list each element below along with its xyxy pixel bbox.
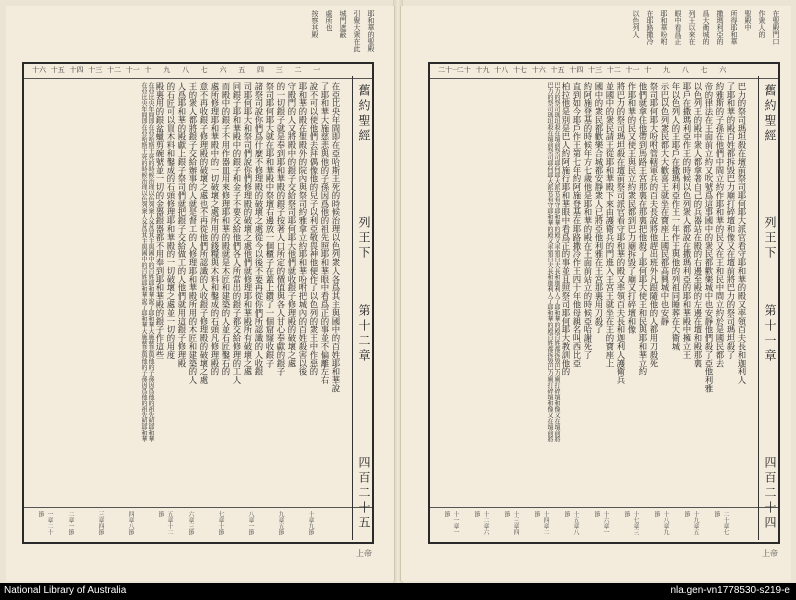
verse-number: 十七 (513, 66, 527, 74)
right-book-title: 舊約聖經 (763, 84, 777, 144)
verse-number: 十六 (32, 66, 46, 74)
cross-reference: 一章二十節 (37, 511, 53, 535)
left-side-header (352, 76, 375, 540)
left-chapter-label: 第十二章 (357, 304, 371, 364)
margin-note: 以色列人 (632, 10, 640, 38)
text-column: 巴力的祭司瑪坦殺在壇前祭司耶何耶大派官看守耶和華的殿又率領百夫長和迦利人 (737, 82, 747, 385)
verse-number: 十四 (569, 66, 584, 74)
verse-number: 一 (313, 66, 321, 74)
margin-note: 在聖殿門口 (772, 10, 780, 45)
cross-reference: 十章九節 (307, 511, 314, 535)
margin-note: 列王以來在 (688, 10, 696, 45)
text-column: 在亞比央年間即在亞哈斯王死的時候治理以色列衆人各爲其主與國中的百姓耶和華說 (331, 82, 341, 393)
text-column: 意不再收銀子修理殿的破壞之處也不再從他們所認識的人收銀子修理殿的破壞之處 (199, 82, 209, 385)
right-text-body (436, 82, 746, 537)
text-column: 諸祭司說你們爲什麼不修理殿的破壞之處從今以後不要再從你們所認識的人收銀 (254, 82, 264, 376)
verse-number: 七 (700, 66, 708, 74)
cross-reference: 十六章一節 (593, 511, 609, 535)
text-column: 而殿中的銀子不用作器皿用來修理耶和華的殿就是木匠和建築的人並石匠鑿石的 (221, 82, 231, 376)
left-book-name: 列王下 (357, 216, 371, 261)
cross-reference: 四章八節 (127, 511, 134, 535)
verse-number: 十二 (107, 66, 121, 74)
left-book-title: 舊約聖經 (357, 84, 371, 144)
verse-number: 十一 (125, 66, 140, 74)
margin-note: 引聚大衆在此 (353, 10, 361, 52)
annotation-column: 巴力的祭司瑪坦殺在壇前祭司耶何耶大派官看守耶和華的殿又率領百夫長和迦利人了耶和華的殿百姓都拆毀巴力廟打碎壇和像又在壇前將 (553, 82, 560, 442)
verse-number: 二 (294, 66, 302, 74)
cross-reference: 二章一節 (67, 511, 74, 535)
text-column: 了耶和華大施慈悲與他的子孫因爲他的祖先照耶和華眼中看爲正的事並不偏離左右 (320, 82, 330, 385)
text-column: 殿裏用的銀盆蠟剪碗號並一切的金器銀器都不用奉到耶和華殿的銀子作這些 (155, 82, 165, 359)
margin-note: 聖殿中 (744, 10, 752, 31)
annotation-column: 在亞比央年間即在亞哈斯王死的時候治理以色列衆人各爲其主與國中的百姓耶和華說了耶和華大施慈悲與他的子孫因爲他的祖先照耶和華 (140, 82, 147, 442)
verse-number: 十九 (475, 66, 490, 74)
right-verse-number-row (430, 64, 778, 79)
margin-note: 按察其殿 (311, 10, 319, 38)
cross-reference: 七章十節 (217, 511, 224, 535)
text-column: 將巴力的祭司瑪坦殺在壇前祭司派官看守耶和華的殿又率領百夫長和迦利人護衛兵 (616, 82, 626, 385)
text-column: 國中的衆民都歡樂合城都安靜衆人已將亞他利雅在王宮那裏用刀殺了 (594, 82, 604, 334)
verse-number: 十五 (50, 66, 65, 74)
text-column: 祭司耶何耶大就在耶和華殿中祭壇右邊放一個櫃子在蓋上鑽了一個窟窿收銀子 (265, 82, 275, 368)
left-text-body (30, 82, 340, 537)
right-page-number: 四百二十四 (763, 456, 777, 531)
text-column: 耶戶在撒瑪利亞作王的時候以色列衆人都說在撒瑪利亞的耶和華殿中擁立王 (682, 82, 692, 359)
verse-number: 三 (275, 66, 283, 74)
text-column: 約阿施登基的時候年方七歲他是耶和華的殿在王面前站立的時候亞哈謝死了 (583, 82, 593, 359)
cross-reference: 九章五節 (277, 511, 284, 535)
cross-reference: 十一章一節 (443, 511, 459, 535)
text-column: 守殿門的人又將殿中的銀子交給祭司耶何耶大他們就收銀子修理殿的破壞之處 (287, 82, 297, 368)
annotation-column: 巴力的祭司瑪坦殺在壇前祭司耶何耶大派官看守耶和華的殿又率領百夫長和迦利人了耶和華的殿百姓都拆毀巴力廟打碎壇和像又在壇前將 (546, 82, 553, 442)
text-column: 直到如今耶戶作王第七年約阿施登基在耶路撒冷作王四十年他母親名叫西比亞 (572, 82, 582, 368)
verse-number: 十三 (88, 66, 103, 74)
text-column: 約雅斯的子孫在他們中間立約作耶和華的民又在王和民中間立約於是國民都去 (715, 82, 725, 368)
annotation-column: 在亞比央年間即在亞哈斯王死的時候治理以色列衆人各爲其主與國中的百姓耶和華說了耶和華大施慈悲與他的子孫因爲他的祖先照耶和華 (147, 82, 154, 442)
cross-reference: 十五章八節 (563, 511, 579, 535)
text-column: 了耶和華的殿百姓都拆毀巴力廟打碎壇和像又在壇前將巴力的祭司瑪坦殺了 (726, 82, 736, 359)
text-column: 的石匠可以買木料和鑿成的石頭修理耶和華殿的一切破壞之處並一切的用度 (166, 82, 176, 359)
text-column: 處所修理耶和華殿中的一切破壞之處所用的錢糧與木料和鑿成的石頭凡修理殿的 (210, 82, 220, 376)
verse-number: 十 (144, 66, 152, 74)
cross-reference: 十八章九節 (653, 511, 669, 535)
cross-reference: 十三章四節 (503, 511, 519, 535)
verse-number: 二十一 (438, 66, 459, 74)
left-page-number: 四百二十五 (357, 456, 371, 531)
text-column: 年以色列人的王耶戶在撒瑪利亞作王一年作王與他的列祖同睡葬在大衛城 (671, 82, 681, 351)
text-column: 同銀子耶和華殿中的銀子和金子不要交給他們各人所當出的銀子都交給修理的工人 (232, 82, 242, 385)
text-column: 祭司耶何耶大吩咐管轄軍兵的百夫長說將他趕出班外凡跟隨他的人都用刀殺死 (649, 82, 659, 368)
verse-number: 八 (681, 66, 689, 74)
left-text-frame (22, 62, 374, 544)
verse-number: 八 (182, 66, 189, 74)
text-column: 並國中的衆民請王從耶和華殿下來由護衛兵的門進入王宮王就坐在王的寶座上 (605, 82, 615, 368)
left-sheet-label: 上帝 (356, 549, 372, 558)
cross-reference: 二十章七節 (713, 511, 729, 535)
left-footnote-row (24, 507, 372, 542)
verse-number: 十四 (69, 66, 84, 74)
right-footnote-row (430, 507, 778, 542)
margin-note: 爲大衛城的 (702, 10, 710, 45)
text-column: 王的衆人都將銀子交給辦事的人就是督工的人修理耶和華殿所用的木匠和建築的人 (188, 82, 198, 385)
margin-note: 在耶路撒冷 (646, 10, 654, 45)
cross-reference: 六章三節 (187, 511, 194, 535)
library-credit: National Library of Australia (4, 585, 127, 596)
left-verse-number-row (24, 64, 372, 79)
right-text-frame (428, 62, 780, 544)
verse-number: 四 (257, 66, 264, 74)
verse-number: 九 (163, 66, 171, 74)
right-book-name: 列王下 (763, 216, 777, 261)
text-column: 作耶和華的民又使王與民立約衆民都到巴力廟拆毀了廟又打碎壇和像 (627, 82, 637, 334)
text-column: 的一切銀子就是奉到耶和華殿的銀子按著人口所定的價值與各人甘心奉獻的銀子 (276, 82, 286, 376)
text-column: 他們就拿住他帶到馬路王宮那裏在那裏把他殺了耶何耶大使王和民與耶和華立約 (638, 82, 648, 376)
verse-number: 十六 (531, 66, 546, 74)
text-column: 示巴以色列衆民都大大歡喜王就坐在寶座上國民都高興城中也安靜 (660, 82, 670, 326)
cross-reference: 十九章五節 (683, 511, 699, 535)
right-sheet-label: 上帝 (762, 549, 778, 558)
right-chapter-label: 第十一章 (763, 304, 777, 364)
text-column: 柏拉他是別是巴人約阿施行耶和華眼中看爲正的事並且照祭司耶何耶大教訓他的 (561, 82, 571, 376)
scan-footer-bar (0, 583, 796, 600)
margin-note: 撒瑪利亞的 (716, 10, 724, 45)
text-column: 人爲耶和華的殿獻上銀子祭司們就把銀子交給做工的人他們就用這銀子修理殿 (177, 82, 187, 368)
text-column: 帝的律法在王面前立約又吹號爲這事國中的衆民都歡樂城中也安靜他們殺了亞他利雅 (704, 82, 714, 393)
verse-number: 九 (663, 66, 670, 74)
verse-number: 二十 (456, 66, 471, 74)
margin-note: 眼中看爲正 (674, 10, 682, 45)
verse-number: 十八 (494, 66, 509, 74)
cross-reference: 十四章二節 (533, 511, 549, 535)
cross-reference: 三章四節 (97, 511, 104, 535)
text-column: 說不可以使他們去拜偶像他的兒子以利亞敬畏神他便作了以色列的衆王中作惡的 (309, 82, 319, 376)
right-side-header (758, 76, 781, 540)
margin-note: 所得耶和華 (730, 10, 738, 45)
cross-reference: 十二章六節 (473, 511, 489, 535)
verse-number: 六 (719, 66, 727, 74)
verse-number: 六 (219, 66, 227, 74)
verse-number: 十一 (625, 66, 640, 74)
right-margin-notes (595, 10, 780, 60)
verse-number: 五 (238, 66, 246, 74)
margin-note: 耶和華的聖殿 (367, 10, 375, 52)
text-column: 司耶何耶大和祭司們說你們修理殿的破壞之處他們就修理耶和華殿所有破壞之處 (243, 82, 253, 376)
margin-note: 城門遮蔽 (339, 10, 347, 38)
margin-note: 耶和華吩咐 (660, 10, 668, 45)
verse-number: 七 (200, 66, 208, 74)
cross-reference: 十七章三節 (623, 511, 639, 535)
verse-number: 十二 (606, 66, 621, 74)
text-column: 耶和華的殿在聖殿外的院內與祭司約雅拿立約耶和華吩咐把城內的百姓殺害以後 (298, 82, 308, 376)
verse-number: 十五 (550, 66, 565, 74)
verse-number: 十三 (588, 66, 602, 74)
cross-reference: 八章一節 (247, 511, 254, 535)
margin-note: 處所也 (325, 10, 333, 31)
text-column: 以色列王的殿中衆人都拿著自己的兵器站在殿的右邊至殿的左邊在壇和殿那裏 (693, 82, 703, 368)
scan-identifier: nla.gen-vn1778530-s219-e (670, 585, 790, 596)
cross-reference: 五章十二節 (157, 511, 173, 535)
verse-number: 十 (644, 66, 652, 74)
margin-note: 作衆人的 (758, 10, 766, 38)
left-margin-notes (280, 10, 375, 60)
